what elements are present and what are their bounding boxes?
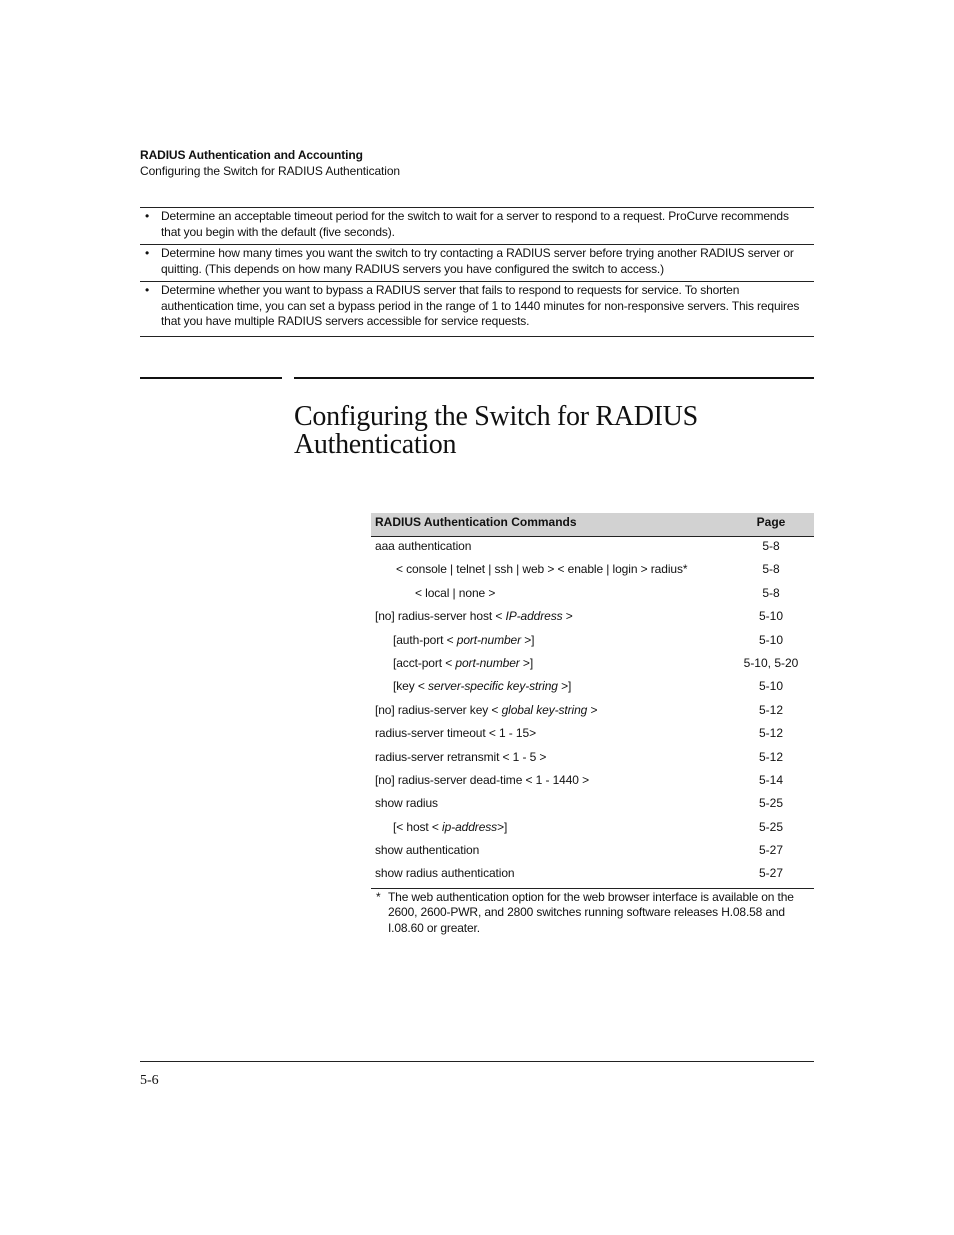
command-suffix: >] [521, 632, 535, 647]
command-text: < console | telnet | ssh | web > < enable | login > radius* [396, 562, 688, 577]
command-text: show authentication [375, 843, 480, 858]
table-row [371, 677, 814, 700]
page-cell: 5-10 [758, 679, 784, 694]
command-cell [396, 562, 687, 576]
command-cell [375, 866, 515, 880]
command-cell [393, 633, 534, 647]
table-body [371, 537, 814, 888]
command-text: [no] radius-server key < [375, 702, 502, 717]
command-text: radius-server retransmit < 1 - 5 > [375, 749, 547, 764]
bullet-icon: • [145, 209, 150, 223]
command-text: aaa authentication [375, 539, 472, 553]
command-parameter: port-number [456, 632, 522, 647]
page-cell: 5-10, 5-20 [743, 655, 799, 670]
commands-table [371, 513, 814, 936]
command-text: radius-server timeout < 1 - 15> [375, 726, 536, 741]
table-footer [371, 888, 814, 937]
bullet-item [140, 281, 814, 337]
table-row [371, 818, 814, 841]
command-text: [key < [393, 679, 428, 694]
bullet-item [140, 207, 814, 244]
bullet-item [140, 244, 814, 281]
command-cell [375, 539, 471, 553]
table-row [371, 841, 814, 864]
command-cell [375, 703, 597, 717]
command-text: [no] radius-server dead-time < 1 - 1440 > [375, 772, 590, 787]
command-suffix: > [587, 702, 598, 717]
page-cell: 5-8 [762, 539, 780, 553]
command-text: [auth-port < [393, 632, 457, 647]
page-cell: 5-27 [758, 843, 784, 858]
section-title: Configuring the Switch for RADIUS Authentication [294, 401, 698, 460]
command-cell [375, 726, 536, 740]
command-cell [375, 796, 438, 810]
bullet-text: Determine how many times you want the switch to try contacting a RADIUS server before trying another RADIUS server or quitting. (This depends on how many RADIUS servers you have configured the switch to access.) [161, 246, 794, 276]
column-header-command: RADIUS Authentication Commands [375, 515, 577, 529]
command-text: [< host < [393, 819, 443, 834]
page-number: 5-6 [140, 1073, 159, 1088]
bullet-text: Determine an acceptable timeout period for the switch to wait for a server to respond to a request. ProCurve recommends that you begin with the default (five seconds). [161, 209, 789, 239]
command-suffix: >] [497, 819, 508, 834]
page-cell: 5-8 [762, 562, 780, 577]
section-divider-right [294, 377, 814, 379]
command-suffix: >] [519, 655, 534, 670]
page-cell: 5-12 [758, 726, 784, 741]
column-header-page: Page [756, 515, 786, 529]
command-parameter: global key-string [501, 702, 588, 717]
table-footnote [371, 889, 814, 937]
table-row [371, 607, 814, 630]
footnote-text: The web authentication option for the web browser interface is available on the 2600, 2600-PWR, and 2800 switches running software releases H.08.58 and I.08.60 or greater. [388, 889, 794, 935]
command-parameter: IP-address [505, 609, 563, 624]
footnote-marker: * [376, 889, 381, 904]
command-cell [393, 656, 533, 670]
command-parameter: ip-address [442, 819, 498, 834]
table-row [371, 794, 814, 817]
bullet-icon: • [145, 283, 150, 297]
command-cell [415, 586, 495, 600]
bullet-icon: • [145, 246, 150, 260]
command-parameter: server-specific key-string [427, 679, 558, 694]
table-row [371, 631, 814, 654]
command-cell [393, 820, 507, 834]
page-cell: 5-12 [758, 702, 784, 717]
command-text: show radius [375, 796, 438, 811]
command-cell [375, 750, 546, 764]
command-text: < local | none > [415, 585, 496, 600]
page-cell: 5-25 [758, 796, 784, 811]
command-suffix: > [562, 609, 573, 624]
page-cell: 5-10 [758, 632, 784, 647]
page-cell: 5-12 [758, 749, 784, 764]
section-divider-left [140, 377, 282, 379]
command-cell [393, 679, 571, 693]
table-row [371, 748, 814, 771]
page-cell: 5-27 [758, 866, 784, 881]
command-parameter: port-number [455, 655, 520, 670]
command-cell [375, 609, 573, 623]
command-text: [acct-port < [393, 655, 456, 670]
command-cell [375, 843, 479, 857]
command-text: show radius authentication [375, 866, 515, 881]
section-header: Configuring the Switch for RADIUS Authentication [140, 164, 401, 178]
page-cell: 5-25 [758, 819, 784, 834]
footer-rule [140, 1061, 814, 1062]
page-cell: 5-8 [762, 585, 780, 600]
table-row [371, 864, 814, 887]
bullet-text: Determine whether you want to bypass a RADIUS server that fails to respond to requests for service. To shorten authentication time, you can set a bypass period in the range of 1 to 1440 minutes for non-responsive servers. This requires that you have multiple RADIUS servers accessible for service requests. [161, 283, 800, 328]
table-row [371, 654, 814, 677]
table-header [371, 513, 814, 537]
table-row [371, 584, 814, 607]
table-row [371, 724, 814, 747]
bullet-list [140, 207, 814, 337]
page-cell: 5-10 [758, 609, 784, 624]
command-cell [375, 773, 589, 787]
command-text: [no] radius-server host < [375, 609, 506, 624]
table-row [371, 771, 814, 794]
command-suffix: >] [557, 679, 572, 694]
table-row [371, 560, 814, 583]
table-row [371, 537, 814, 560]
chapter-header: RADIUS Authentication and Accounting [140, 148, 363, 162]
page-cell: 5-14 [758, 772, 784, 787]
table-row [371, 701, 814, 724]
